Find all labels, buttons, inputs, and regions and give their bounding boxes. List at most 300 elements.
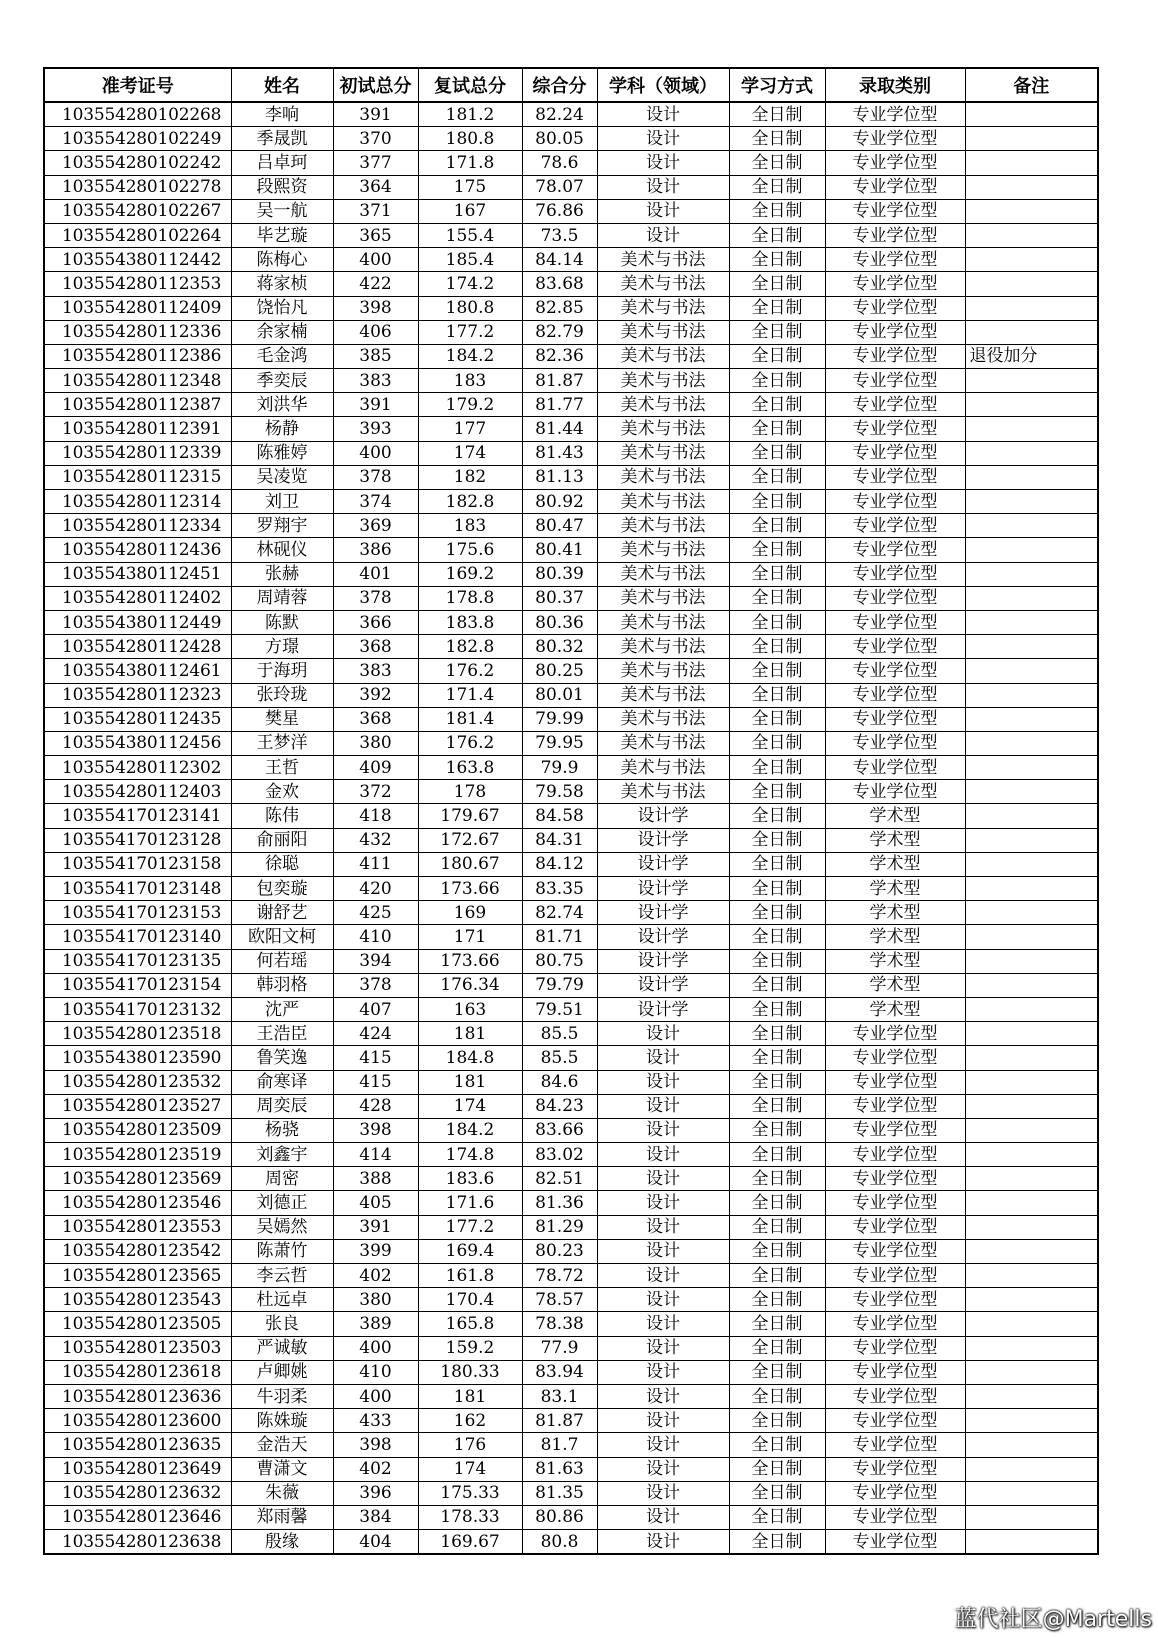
cell-note bbox=[965, 683, 1098, 707]
cell-exam-id: 103554280112428 bbox=[44, 635, 231, 659]
cell-study-mode: 全日制 bbox=[729, 1481, 825, 1505]
cell-retest-score: 175.6 bbox=[418, 538, 522, 562]
cell-total-score: 82.51 bbox=[522, 1167, 597, 1191]
cell-note bbox=[965, 1288, 1098, 1312]
cell-subject: 设计 bbox=[597, 1191, 729, 1215]
cell-subject: 美术与书法 bbox=[597, 562, 729, 586]
cell-retest-score: 181 bbox=[418, 1022, 522, 1046]
cell-study-mode: 全日制 bbox=[729, 683, 825, 707]
cell-name: 樊星 bbox=[231, 707, 333, 731]
table-row bbox=[44, 199, 1098, 223]
cell-exam-id: 103554280123503 bbox=[44, 1336, 231, 1360]
cell-name: 吴一航 bbox=[231, 199, 333, 223]
table-row bbox=[44, 997, 1098, 1021]
cell-note bbox=[965, 780, 1098, 804]
cell-note bbox=[965, 1167, 1098, 1191]
cell-prelim-score: 418 bbox=[333, 804, 418, 828]
cell-exam-id: 103554280102242 bbox=[44, 151, 231, 175]
cell-total-score: 80.39 bbox=[522, 562, 597, 586]
cell-note bbox=[965, 1336, 1098, 1360]
cell-note bbox=[965, 296, 1098, 320]
cell-exam-id: 103554280112436 bbox=[44, 538, 231, 562]
cell-note bbox=[965, 1118, 1098, 1142]
cell-total-score: 80.75 bbox=[522, 949, 597, 973]
cell-note bbox=[965, 320, 1098, 344]
cell-total-score: 84.14 bbox=[522, 248, 597, 272]
cell-note bbox=[965, 199, 1098, 223]
cell-note bbox=[965, 1312, 1098, 1336]
cell-prelim-score: 415 bbox=[333, 1046, 418, 1070]
cell-study-mode: 全日制 bbox=[729, 1239, 825, 1263]
cell-subject: 设计学 bbox=[597, 925, 729, 949]
cell-note bbox=[965, 151, 1098, 175]
cell-admission-type: 专业学位型 bbox=[825, 1336, 965, 1360]
cell-admission-type: 专业学位型 bbox=[825, 635, 965, 659]
cell-prelim-score: 405 bbox=[333, 1191, 418, 1215]
cell-subject: 设计 bbox=[597, 1312, 729, 1336]
cell-exam-id: 103554380112442 bbox=[44, 248, 231, 272]
cell-subject: 美术与书法 bbox=[597, 635, 729, 659]
cell-note bbox=[965, 731, 1098, 755]
cell-prelim-score: 364 bbox=[333, 175, 418, 199]
cell-admission-type: 专业学位型 bbox=[825, 1360, 965, 1384]
cell-admission-type: 专业学位型 bbox=[825, 683, 965, 707]
column-header-study-mode: 学习方式 bbox=[729, 68, 825, 102]
cell-retest-score: 183.8 bbox=[418, 610, 522, 634]
cell-note bbox=[965, 272, 1098, 296]
cell-exam-id: 103554280123646 bbox=[44, 1505, 231, 1529]
cell-exam-id: 103554280112435 bbox=[44, 707, 231, 731]
cell-prelim-score: 391 bbox=[333, 1215, 418, 1239]
cell-note: 退役加分 bbox=[965, 344, 1098, 368]
cell-total-score: 85.5 bbox=[522, 1022, 597, 1046]
table-row bbox=[44, 1481, 1098, 1505]
cell-retest-score: 180.8 bbox=[418, 296, 522, 320]
cell-study-mode: 全日制 bbox=[729, 369, 825, 393]
cell-name: 鲁笑逸 bbox=[231, 1046, 333, 1070]
cell-note bbox=[965, 562, 1098, 586]
cell-admission-type: 专业学位型 bbox=[825, 1191, 965, 1215]
cell-admission-type: 专业学位型 bbox=[825, 369, 965, 393]
table-row bbox=[44, 1530, 1098, 1555]
cell-name: 吕卓珂 bbox=[231, 151, 333, 175]
cell-total-score: 82.74 bbox=[522, 901, 597, 925]
cell-prelim-score: 400 bbox=[333, 248, 418, 272]
cell-name: 金欢 bbox=[231, 780, 333, 804]
table-row bbox=[44, 610, 1098, 634]
cell-prelim-score: 378 bbox=[333, 586, 418, 610]
cell-study-mode: 全日制 bbox=[729, 441, 825, 465]
cell-retest-score: 169.2 bbox=[418, 562, 522, 586]
cell-retest-score: 159.2 bbox=[418, 1336, 522, 1360]
cell-prelim-score: 425 bbox=[333, 901, 418, 925]
cell-prelim-score: 391 bbox=[333, 393, 418, 417]
cell-prelim-score: 402 bbox=[333, 1264, 418, 1288]
cell-total-score: 81.87 bbox=[522, 369, 597, 393]
cell-retest-score: 172.67 bbox=[418, 828, 522, 852]
table-row bbox=[44, 949, 1098, 973]
cell-retest-score: 179.67 bbox=[418, 804, 522, 828]
cell-name: 朱薇 bbox=[231, 1481, 333, 1505]
cell-admission-type: 专业学位型 bbox=[825, 514, 965, 538]
cell-note bbox=[965, 1215, 1098, 1239]
cell-name: 李云哲 bbox=[231, 1264, 333, 1288]
cell-name: 季晟凯 bbox=[231, 127, 333, 151]
cell-prelim-score: 380 bbox=[333, 1288, 418, 1312]
cell-prelim-score: 432 bbox=[333, 828, 418, 852]
cell-name: 吴嫣然 bbox=[231, 1215, 333, 1239]
cell-admission-type: 专业学位型 bbox=[825, 296, 965, 320]
table-header-row bbox=[44, 68, 1098, 102]
cell-note bbox=[965, 127, 1098, 151]
cell-prelim-score: 374 bbox=[333, 490, 418, 514]
cell-name: 欧阳文柯 bbox=[231, 925, 333, 949]
cell-subject: 设计 bbox=[597, 1022, 729, 1046]
cell-note bbox=[965, 1046, 1098, 1070]
cell-exam-id: 103554280123553 bbox=[44, 1215, 231, 1239]
cell-study-mode: 全日制 bbox=[729, 780, 825, 804]
cell-study-mode: 全日制 bbox=[729, 1022, 825, 1046]
cell-total-score: 81.71 bbox=[522, 925, 597, 949]
cell-admission-type: 专业学位型 bbox=[825, 731, 965, 755]
cell-total-score: 78.57 bbox=[522, 1288, 597, 1312]
cell-note bbox=[965, 586, 1098, 610]
cell-subject: 设计 bbox=[597, 1360, 729, 1384]
cell-total-score: 73.5 bbox=[522, 223, 597, 247]
cell-note bbox=[965, 175, 1098, 199]
cell-study-mode: 全日制 bbox=[729, 828, 825, 852]
cell-study-mode: 全日制 bbox=[729, 465, 825, 489]
cell-prelim-score: 393 bbox=[333, 417, 418, 441]
cell-subject: 设计 bbox=[597, 199, 729, 223]
cell-subject: 设计 bbox=[597, 1384, 729, 1408]
cell-admission-type: 专业学位型 bbox=[825, 586, 965, 610]
cell-admission-type: 专业学位型 bbox=[825, 1384, 965, 1408]
cell-prelim-score: 400 bbox=[333, 1336, 418, 1360]
cell-note bbox=[965, 393, 1098, 417]
cell-retest-score: 162 bbox=[418, 1409, 522, 1433]
cell-retest-score: 171 bbox=[418, 925, 522, 949]
cell-total-score: 78.38 bbox=[522, 1312, 597, 1336]
table-row bbox=[44, 707, 1098, 731]
cell-admission-type: 专业学位型 bbox=[825, 393, 965, 417]
cell-retest-score: 174.2 bbox=[418, 272, 522, 296]
table-row bbox=[44, 1384, 1098, 1408]
table-row bbox=[44, 514, 1098, 538]
cell-total-score: 78.6 bbox=[522, 151, 597, 175]
cell-study-mode: 全日制 bbox=[729, 1167, 825, 1191]
cell-total-score: 85.5 bbox=[522, 1046, 597, 1070]
cell-exam-id: 103554280102264 bbox=[44, 223, 231, 247]
cell-name: 杨骁 bbox=[231, 1118, 333, 1142]
cell-exam-id: 103554280102249 bbox=[44, 127, 231, 151]
table-row bbox=[44, 296, 1098, 320]
cell-retest-score: 181.4 bbox=[418, 707, 522, 731]
cell-study-mode: 全日制 bbox=[729, 199, 825, 223]
cell-subject: 美术与书法 bbox=[597, 586, 729, 610]
cell-subject: 设计 bbox=[597, 1118, 729, 1142]
cell-admission-type: 专业学位型 bbox=[825, 248, 965, 272]
cell-exam-id: 103554280112314 bbox=[44, 490, 231, 514]
cell-note bbox=[965, 973, 1098, 997]
cell-study-mode: 全日制 bbox=[729, 877, 825, 901]
cell-admission-type: 专业学位型 bbox=[825, 1433, 965, 1457]
cell-subject: 设计 bbox=[597, 1505, 729, 1529]
cell-note bbox=[965, 1264, 1098, 1288]
cell-admission-type: 专业学位型 bbox=[825, 417, 965, 441]
column-header-note: 备注 bbox=[965, 68, 1098, 102]
cell-admission-type: 专业学位型 bbox=[825, 175, 965, 199]
cell-study-mode: 全日制 bbox=[729, 344, 825, 368]
cell-study-mode: 全日制 bbox=[729, 997, 825, 1021]
cell-study-mode: 全日制 bbox=[729, 731, 825, 755]
cell-admission-type: 专业学位型 bbox=[825, 756, 965, 780]
table-row bbox=[44, 804, 1098, 828]
cell-prelim-score: 420 bbox=[333, 877, 418, 901]
cell-admission-type: 学术型 bbox=[825, 973, 965, 997]
cell-study-mode: 全日制 bbox=[729, 804, 825, 828]
cell-admission-type: 专业学位型 bbox=[825, 1239, 965, 1263]
cell-retest-score: 174.8 bbox=[418, 1143, 522, 1167]
cell-prelim-score: 391 bbox=[333, 102, 418, 127]
cell-study-mode: 全日制 bbox=[729, 1384, 825, 1408]
cell-name: 饶怡凡 bbox=[231, 296, 333, 320]
cell-study-mode: 全日制 bbox=[729, 175, 825, 199]
cell-subject: 美术与书法 bbox=[597, 465, 729, 489]
cell-name: 张玲珑 bbox=[231, 683, 333, 707]
cell-name: 张良 bbox=[231, 1312, 333, 1336]
cell-name: 陈默 bbox=[231, 610, 333, 634]
cell-admission-type: 专业学位型 bbox=[825, 344, 965, 368]
cell-note bbox=[965, 1094, 1098, 1118]
table-row bbox=[44, 586, 1098, 610]
cell-subject: 设计 bbox=[597, 175, 729, 199]
table-row bbox=[44, 1336, 1098, 1360]
cell-study-mode: 全日制 bbox=[729, 756, 825, 780]
cell-prelim-score: 383 bbox=[333, 659, 418, 683]
cell-subject: 美术与书法 bbox=[597, 610, 729, 634]
table-row bbox=[44, 1022, 1098, 1046]
table-row bbox=[44, 369, 1098, 393]
cell-subject: 设计 bbox=[597, 1288, 729, 1312]
cell-name: 余家楠 bbox=[231, 320, 333, 344]
cell-name: 严诚敏 bbox=[231, 1336, 333, 1360]
cell-subject: 美术与书法 bbox=[597, 514, 729, 538]
cell-exam-id: 103554280112391 bbox=[44, 417, 231, 441]
cell-study-mode: 全日制 bbox=[729, 659, 825, 683]
table-row bbox=[44, 465, 1098, 489]
cell-admission-type: 学术型 bbox=[825, 852, 965, 876]
cell-retest-score: 181.2 bbox=[418, 102, 522, 127]
cell-note bbox=[965, 465, 1098, 489]
cell-name: 段熙资 bbox=[231, 175, 333, 199]
cell-prelim-score: 398 bbox=[333, 296, 418, 320]
table-row bbox=[44, 441, 1098, 465]
cell-subject: 设计学 bbox=[597, 973, 729, 997]
cell-exam-id: 103554280112403 bbox=[44, 780, 231, 804]
cell-total-score: 80.86 bbox=[522, 1505, 597, 1529]
cell-admission-type: 专业学位型 bbox=[825, 538, 965, 562]
cell-admission-type: 专业学位型 bbox=[825, 1022, 965, 1046]
cell-study-mode: 全日制 bbox=[729, 272, 825, 296]
cell-note bbox=[965, 610, 1098, 634]
cell-study-mode: 全日制 bbox=[729, 320, 825, 344]
cell-retest-score: 178.33 bbox=[418, 1505, 522, 1529]
cell-total-score: 83.1 bbox=[522, 1384, 597, 1408]
cell-admission-type: 专业学位型 bbox=[825, 1143, 965, 1167]
table-row bbox=[44, 102, 1098, 127]
cell-name: 陈姝璇 bbox=[231, 1409, 333, 1433]
cell-subject: 美术与书法 bbox=[597, 683, 729, 707]
table-row bbox=[44, 344, 1098, 368]
cell-subject: 设计 bbox=[597, 127, 729, 151]
cell-admission-type: 专业学位型 bbox=[825, 1094, 965, 1118]
cell-total-score: 76.86 bbox=[522, 199, 597, 223]
cell-prelim-score: 400 bbox=[333, 1384, 418, 1408]
cell-subject: 美术与书法 bbox=[597, 731, 729, 755]
cell-total-score: 81.35 bbox=[522, 1481, 597, 1505]
cell-subject: 设计 bbox=[597, 1433, 729, 1457]
cell-exam-id: 103554380112451 bbox=[44, 562, 231, 586]
cell-study-mode: 全日制 bbox=[729, 562, 825, 586]
cell-total-score: 81.87 bbox=[522, 1409, 597, 1433]
cell-admission-type: 专业学位型 bbox=[825, 1288, 965, 1312]
cell-name: 周密 bbox=[231, 1167, 333, 1191]
cell-exam-id: 103554280112315 bbox=[44, 465, 231, 489]
cell-study-mode: 全日制 bbox=[729, 417, 825, 441]
cell-total-score: 81.7 bbox=[522, 1433, 597, 1457]
cell-name: 刘洪华 bbox=[231, 393, 333, 417]
table-row bbox=[44, 393, 1098, 417]
cell-subject: 美术与书法 bbox=[597, 441, 729, 465]
cell-exam-id: 103554170123128 bbox=[44, 828, 231, 852]
cell-retest-score: 169.67 bbox=[418, 1530, 522, 1555]
cell-note bbox=[965, 223, 1098, 247]
cell-total-score: 80.41 bbox=[522, 538, 597, 562]
column-header-name: 姓名 bbox=[231, 68, 333, 102]
cell-prelim-score: 369 bbox=[333, 514, 418, 538]
cell-name: 陈伟 bbox=[231, 804, 333, 828]
cell-subject: 设计 bbox=[597, 1239, 729, 1263]
cell-total-score: 81.43 bbox=[522, 441, 597, 465]
cell-total-score: 79.9 bbox=[522, 756, 597, 780]
cell-total-score: 79.79 bbox=[522, 973, 597, 997]
cell-prelim-score: 377 bbox=[333, 151, 418, 175]
cell-prelim-score: 410 bbox=[333, 925, 418, 949]
cell-retest-score: 174 bbox=[418, 1457, 522, 1481]
cell-name: 周奕辰 bbox=[231, 1094, 333, 1118]
cell-admission-type: 专业学位型 bbox=[825, 127, 965, 151]
cell-study-mode: 全日制 bbox=[729, 1336, 825, 1360]
cell-exam-id: 103554280123636 bbox=[44, 1384, 231, 1408]
cell-name: 金浩天 bbox=[231, 1433, 333, 1457]
cell-note bbox=[965, 1530, 1098, 1555]
cell-subject: 美术与书法 bbox=[597, 393, 729, 417]
cell-study-mode: 全日制 bbox=[729, 223, 825, 247]
cell-retest-score: 173.66 bbox=[418, 877, 522, 901]
cell-study-mode: 全日制 bbox=[729, 1433, 825, 1457]
cell-retest-score: 176.2 bbox=[418, 659, 522, 683]
cell-prelim-score: 404 bbox=[333, 1530, 418, 1555]
cell-subject: 设计 bbox=[597, 151, 729, 175]
column-header-subject: 学科（领域） bbox=[597, 68, 729, 102]
cell-exam-id: 103554280112339 bbox=[44, 441, 231, 465]
column-header-admission-type: 录取类别 bbox=[825, 68, 965, 102]
cell-name: 张赫 bbox=[231, 562, 333, 586]
table-row bbox=[44, 828, 1098, 852]
cell-retest-score: 171.6 bbox=[418, 1191, 522, 1215]
cell-retest-score: 185.4 bbox=[418, 248, 522, 272]
cell-note bbox=[965, 490, 1098, 514]
cell-study-mode: 全日制 bbox=[729, 514, 825, 538]
cell-retest-score: 167 bbox=[418, 199, 522, 223]
cell-note bbox=[965, 102, 1098, 127]
cell-exam-id: 103554170123153 bbox=[44, 901, 231, 925]
cell-note bbox=[965, 1143, 1098, 1167]
cell-retest-score: 178.8 bbox=[418, 586, 522, 610]
cell-prelim-score: 411 bbox=[333, 852, 418, 876]
cell-admission-type: 专业学位型 bbox=[825, 659, 965, 683]
cell-subject: 美术与书法 bbox=[597, 272, 729, 296]
cell-subject: 设计 bbox=[597, 1215, 729, 1239]
cell-prelim-score: 378 bbox=[333, 465, 418, 489]
cell-subject: 美术与书法 bbox=[597, 659, 729, 683]
cell-note bbox=[965, 1505, 1098, 1529]
cell-exam-id: 103554280112387 bbox=[44, 393, 231, 417]
table-row bbox=[44, 1312, 1098, 1336]
cell-name: 包奕璇 bbox=[231, 877, 333, 901]
cell-note bbox=[965, 901, 1098, 925]
cell-admission-type: 专业学位型 bbox=[825, 199, 965, 223]
cell-exam-id: 103554380112449 bbox=[44, 610, 231, 634]
cell-retest-score: 179.2 bbox=[418, 393, 522, 417]
cell-study-mode: 全日制 bbox=[729, 949, 825, 973]
table-row bbox=[44, 683, 1098, 707]
cell-exam-id: 103554280123546 bbox=[44, 1191, 231, 1215]
cell-name: 刘鑫宇 bbox=[231, 1143, 333, 1167]
cell-subject: 设计 bbox=[597, 1070, 729, 1094]
cell-note bbox=[965, 441, 1098, 465]
cell-subject: 设计学 bbox=[597, 877, 729, 901]
cell-exam-id: 103554280112302 bbox=[44, 756, 231, 780]
cell-prelim-score: 380 bbox=[333, 731, 418, 755]
cell-prelim-score: 433 bbox=[333, 1409, 418, 1433]
cell-study-mode: 全日制 bbox=[729, 707, 825, 731]
cell-admission-type: 学术型 bbox=[825, 949, 965, 973]
cell-subject: 设计 bbox=[597, 1409, 729, 1433]
cell-retest-score: 163.8 bbox=[418, 756, 522, 780]
cell-retest-score: 174 bbox=[418, 441, 522, 465]
cell-exam-id: 103554280123542 bbox=[44, 1239, 231, 1263]
cell-exam-id: 103554280123569 bbox=[44, 1167, 231, 1191]
cell-name: 陈梅心 bbox=[231, 248, 333, 272]
cell-prelim-score: 370 bbox=[333, 127, 418, 151]
cell-name: 郑雨馨 bbox=[231, 1505, 333, 1529]
cell-study-mode: 全日制 bbox=[729, 490, 825, 514]
cell-exam-id: 103554170123148 bbox=[44, 877, 231, 901]
cell-admission-type: 学术型 bbox=[825, 901, 965, 925]
cell-admission-type: 专业学位型 bbox=[825, 272, 965, 296]
cell-total-score: 82.79 bbox=[522, 320, 597, 344]
cell-retest-score: 184.2 bbox=[418, 344, 522, 368]
cell-subject: 美术与书法 bbox=[597, 248, 729, 272]
cell-prelim-score: 396 bbox=[333, 1481, 418, 1505]
cell-prelim-score: 386 bbox=[333, 538, 418, 562]
cell-name: 罗翔宇 bbox=[231, 514, 333, 538]
cell-study-mode: 全日制 bbox=[729, 1215, 825, 1239]
cell-exam-id: 103554280123600 bbox=[44, 1409, 231, 1433]
cell-total-score: 80.01 bbox=[522, 683, 597, 707]
